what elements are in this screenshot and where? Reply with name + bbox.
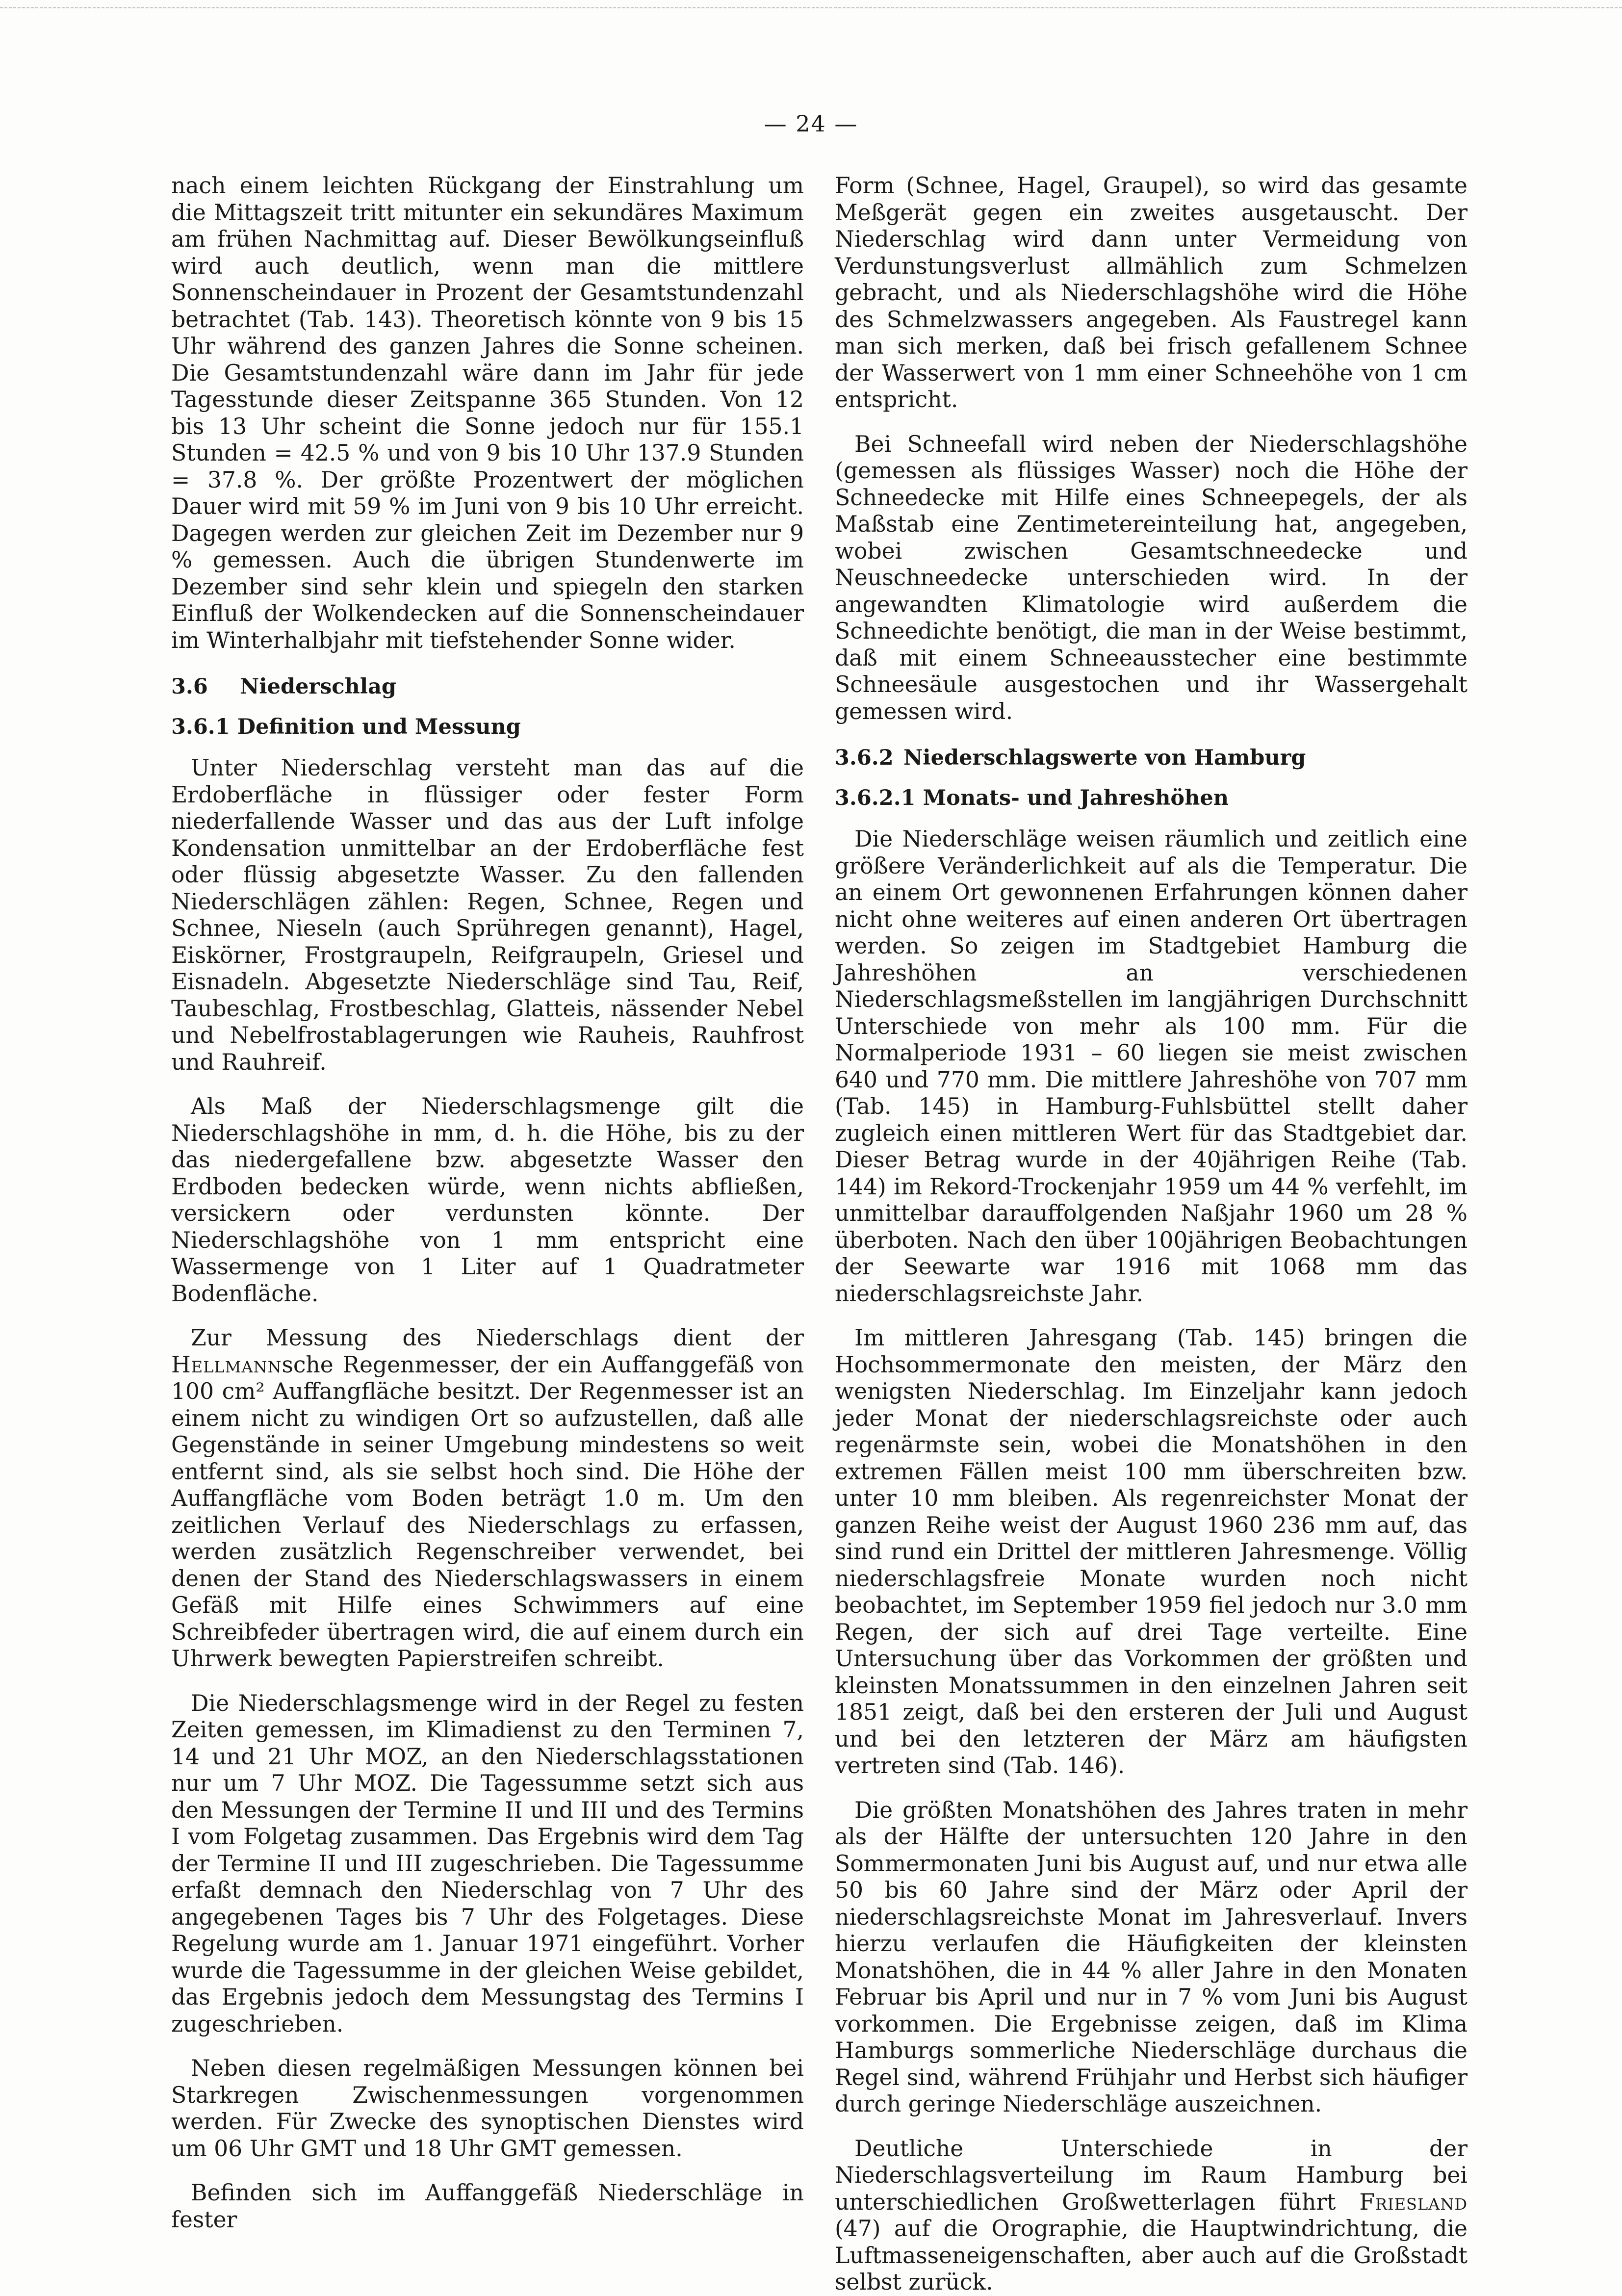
section-title: Niederschlagswerte von Hamburg	[903, 746, 1306, 770]
section-number: 3.6.1	[171, 715, 230, 739]
section-number: 3.6	[171, 674, 208, 699]
section-title: Niederschlag	[240, 674, 396, 699]
section-heading-3-6-2-1	[835, 786, 1468, 810]
paragraph-definition: Unter Niederschlag versteht man das auf die Erdoberfläche in flüssiger oder fester Form niederfallende Wasser und das aus der Luft infolge Kondensation unmittelbar an der Erdoberfläche fest oder flüssig abgesetzte Wasser. Zu den fallenden Niederschlägen zählen: Regen, Schnee, Regen und Schnee, Nieseln (auch Sprühregen genannt), Hagel, Eiskörner, Frostgraupeln, Reifgraupeln, Griesel und Eisnadeln. Abgesetzte Niederschläge sind Tau, Reif, Taubeschlag, Frostbeschlag, Glatteis, nässender Nebel und Nebelfrostablagerungen wie Rauheis, Rauhfrost und Rauhreif.	[171, 755, 804, 1075]
paragraph-measurement-times: Die Niederschlagsmenge wird in der Regel zu festen Zeiten gemessen, im Klimadienst zu den Terminen 7, 14 und 21 Uhr MOZ, an den Niederschlagsstationen nur um 7 Uhr MOZ. Die Tagessumme setzt sich aus den Messungen der Termine II und III und des Termins I vom Folgetag zusammen. Das Ergebnis wird dem Tag der Termine II und III zugeschrieben. Die Tagessumme erfaßt demnach den Niederschlag von 7 Uhr des angegebenen Tages bis 7 Uhr des Folgetages. Diese Regelung wurde am 1. Januar 1971 eingeführt. Vorher wurde die Tagessumme in der gleichen Weise gebildet, das Ergebnis jedoch dem Messungstag des Termins I zugeschrieben.	[171, 1690, 804, 2037]
paragraph-snowfall: Bei Schneefall wird neben der Niederschlagshöhe (gemessen als flüssiges Wasser) noch die Höhe der Schneedecke mit Hilfe eines Schneepegels, der als Maßstab eine Zentimetereinteilung hat, angegeben, wobei zwischen Gesamtschneedecke und Neuschneedecke unterschieden wird. In der angewandten Klimatologie wird außerdem die Schneedichte benötigt, die man in der Weise bestimmt, daß mit einem Schneeausstecher eine bestimmte Schneesäule ausgestochen und ihr Wassergehalt gemessen wird.	[835, 431, 1468, 724]
section-title: Monats- und Jahreshöhen	[923, 786, 1229, 810]
paragraph-solid-precipitation: Befinden sich im Auffanggefäß Niederschläge in fester	[171, 2180, 804, 2233]
paragraph-heavy-rain: Neben diesen regelmäßigen Messungen können bei Starkregen Zwischenmessungen vorgenommen werden. Für Zwecke des synoptischen Dienstes wird um 06 Uhr GMT und 18 Uhr GMT gemessen.	[171, 2055, 804, 2162]
section-number: 3.6.2	[835, 746, 894, 770]
paragraph-measure: Als Maß der Niederschlagsmenge gilt die Niederschlagshöhe in mm, d. h. die Höhe, bis zu der das niedergefallene bzw. abgesetzte Wasser den Erdboden bedecken würde, wenn nichts abfließen, versickern oder verdunsten könnte. Der Niederschlagshöhe von 1 mm entspricht eine Wassermenge von 1 Liter auf 1 Quadratmeter Bodenfläche.	[171, 1093, 804, 1307]
section-title: Definition und Messung	[237, 715, 521, 739]
section-heading-3-6-1	[171, 715, 804, 739]
section-number: 3.6.2.1	[835, 786, 916, 810]
page-number: — 24 —	[764, 110, 858, 137]
paragraph-solid-continuation: Form (Schnee, Hagel, Graupel), so wird das gesamte Meßgerät gegen ein zweites ausgetauscht. Der Niederschlag wird dann unter Vermeidung von Verdunstungsverlust allmählich zum Schmelzen gebracht, und als Niederschlagshöhe wird die Höhe des Schmelzwassers angegeben. Als Faustregel kann man sich merken, daß bei frisch gefallenem Schnee der Wasserwert von 1 mm einer Schneehöhe von 1 cm entspricht.	[835, 173, 1468, 413]
left-column	[171, 173, 804, 2233]
paragraph-monthly-extremes: Die größten Monatshöhen des Jahres traten in mehr als der Hälfte der untersuchten 120 Jahre in den Sommermonaten Juni bis August auf, und nur etwa alle 50 bis 60 Jahre sind der März oder April der niederschlagsreichste Monat im Jahresverlauf. Invers hierzu verlaufen die Häufigkeiten der kleinsten Monatshöhen, die in 44 % aller Jahre in den Monaten Februar bis April und nur in 7 % vom Juni bis August vorkommen. Die Ergebnisse zeigen, daß im Klima Hamburgs sommerliche Niederschläge durchaus die Regel sind, während Frühjahr und Herbst sich häufiger durch geringe Niederschläge auszeichnen.	[835, 1797, 1468, 2117]
paragraph-annual-cycle: Im mittleren Jahresgang (Tab. 145) bringen die Hochsommermonate den meisten, der März den wenigsten Niederschlag. Im Einzeljahr kann jedoch jeder Monat der niederschlagsreichste oder auch regenärmste sein, wobei die Monatshöhen in den extremen Fällen meist 100 mm überschreiten bzw. unter 10 mm bleiben. Als regenreichster Monat der ganzen Reihe weist der August 1960 236 mm auf, das sind rund ein Drittel der mittleren Jahresmenge. Völlig niederschlagsfreie Monate wurden noch nicht beobachtet, im September 1959 fiel jedoch nur 3.0 mm Regen, der sich auf drei Tage verteilte. Eine Untersuchung über das Vorkommen der größten und kleinsten Monatssummen in den einzelnen Jahren seit 1851 zeigt, daß bei den ersteren der Juli und August und bei den letzteren der März am häufigsten vertreten sind (Tab. 146).	[835, 1325, 1468, 1779]
paragraph-regional-differences: Deutliche Unterschiede in der Niederschlagsverteilung im Raum Hamburg bei unterschiedlichen Großwetterlagen führt Friesland (47) auf die Orographie, die Hauptwindrichtung, die Luftmasseneigenschaften, aber auch auf die Großstadt selbst zurück.	[835, 2135, 1468, 2295]
paragraph-sunshine-continuation: nach einem leichten Rückgang der Einstrahlung um die Mittagszeit tritt mitunter ein sekundäres Maximum am frühen Nachmittag auf. Dieser Bewölkungseinfluß wird auch deutlich, wenn man die mittlere Sonnenscheindauer in Prozent der Gesamtstundenzahl betrachtet (Tab. 143). Theoretisch könnte von 9 bis 15 Uhr während des ganzen Jahres die Sonne scheinen. Die Gesamtstundenzahl wäre dann im Jahr für jede Tagesstunde dieser Zeitspanne 365 Stunden. Von 12 bis 13 Uhr scheint die Sonne jedoch nur für 155.1 Stunden = 42.5 % und von 9 bis 10 Uhr 137.9 Stunden = 37.8 %. Der größte Prozentwert der möglichen Dauer wird mit 59 % im Juni von 9 bis 10 Uhr erreicht. Dagegen werden zur gleichen Zeit im Dezember nur 9 % gemessen. Auch die übrigen Stundenwerte im Dezember sind sehr klein und spiegeln den starken Einfluß der Wolkendecken auf die Sonnenscheindauer im Winterhalbjahr mit tiefstehender Sonne wider.	[171, 173, 804, 653]
author-name-friesland: Friesland	[1359, 2189, 1468, 2215]
paragraph-rain-gauge: Zur Messung des Niederschlags dient der Hellmannsche Regenmesser, der ein Auffanggefäß von 100 cm² Auffangfläche besitzt. Der Regenmesser ist an einem nicht zu windigen Ort so aufzustellen, daß alle Gegenstände in seiner Umgebung mindestens so weit entfernt sind, als sie selbst hoch sind. Die Höhe der Auffangfläche vom Boden beträgt 1.0 m. Um den zeitlichen Verlauf des Niederschlags zu erfassen, werden zusätzlich Regenschreiber verwendet, bei denen der Stand des Niederschlagswassers in einem Gefäß mit Hilfe eines Schwimmers auf eine Schreibfeder übertragen wird, die auf einem durch ein Uhrwerk bewegten Papierstreifen schreibt.	[171, 1325, 804, 1672]
paragraph-variability: Die Niederschläge weisen räumlich und zeitlich eine größere Veränderlichkeit auf als die Temperatur. Die an einem Ort gewonnenen Erfahrungen können daher nicht ohne weiteres auf einen anderen Ort übertragen werden. So zeigen im Stadtgebiet Hamburg die Jahreshöhen an verschiedenen Niederschlagsmeßstellen im langjährigen Durchschnitt Unterschiede von mehr als 100 mm. Für die Normalperiode 1931 – 60 liegen sie meist zwischen 640 und 770 mm. Die mittlere Jahreshöhe von 707 mm (Tab. 145) in Hamburg-Fuhlsbüttel stellt daher zugleich einen mittleren Wert für das Stadtgebiet dar. Dieser Betrag wurde in der 40jährigen Reihe (Tab. 144) im Rekord-Trockenjahr 1959 um 44 % verfehlt, im unmittelbar darauffolgenden Naßjahr 1960 um 28 % überboten. Nach den über 100jährigen Beobachtungen der Seewarte war 1916 mit 1068 mm das niederschlagsreichste Jahr.	[835, 826, 1468, 1307]
section-heading-3-6	[171, 674, 804, 699]
author-name-hellmann: Hellmann	[171, 1351, 282, 1378]
right-column	[835, 173, 1468, 2296]
scan-edge-line	[0, 7, 1622, 8]
section-heading-3-6-2	[835, 746, 1468, 770]
